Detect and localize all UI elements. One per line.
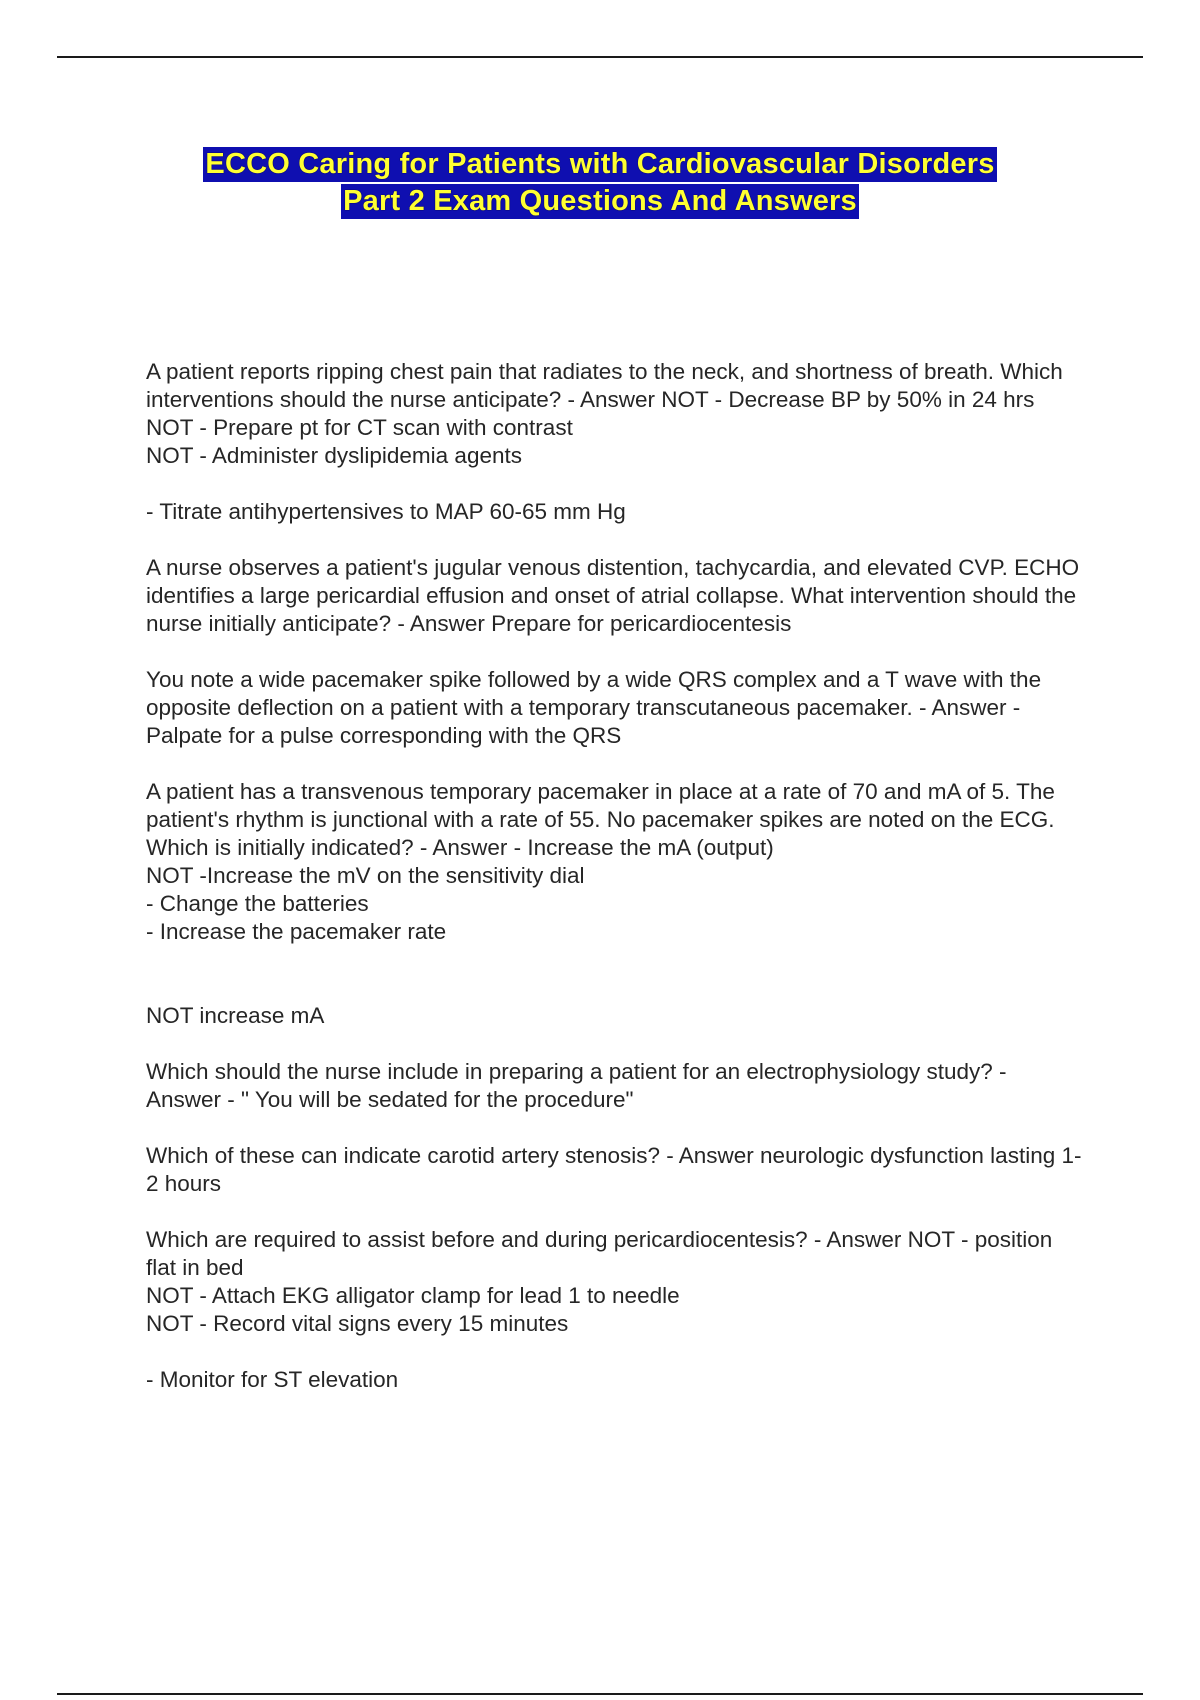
qa-block-titrate-antihypertensives: - Titrate antihypertensives to MAP 60-65 mm Hg	[146, 499, 626, 524]
footer-rule	[57, 1693, 1143, 1695]
qa-block-electrophysiology-study: Which should the nurse include in preparing a patient for an electrophysiology study? - Answer - " You will be sedated for the procedure"	[146, 1059, 1007, 1112]
header-rule	[57, 56, 1143, 58]
document-title	[60, 146, 1140, 220]
qa-block-carotid-stenosis: Which of these can indicate carotid artery stenosis? - Answer neurologic dysfunction lasting 1-2 hours	[146, 1143, 1082, 1196]
qa-block-monitor-st-elevation: - Monitor for ST elevation	[146, 1367, 399, 1392]
qa-block-transvenous-pacemaker: A patient has a transvenous temporary pacemaker in place at a rate of 70 and mA of 5. The patient's rhythm is junctional with a rate of 55. No pacemaker spikes are noted on the ECG. Which is initially indicated? - Answer - Increase the mA (output) NOT -Increase the mV on the sensitivity dial - Change the batteries - Increase the pacemaker rate	[146, 779, 1055, 944]
qa-content	[146, 358, 1086, 1422]
qa-block-pericardiocentesis: Which are required to assist before and during pericardiocentesis? - Answer NOT - position flat in bed NOT - Attach EKG alligator clamp for lead 1 to needle NOT - Record vital signs every 15 minutes	[146, 1227, 1053, 1336]
title-line-1: ECCO Caring for Patients with Cardiovascular Disorders	[205, 148, 995, 180]
qa-block-not-increase-ma: NOT increase mA	[146, 1003, 325, 1028]
qa-block-pacemaker-spike: You note a wide pacemaker spike followed by a wide QRS complex and a T wave with the opposite deflection on a patient with a temporary transcutaneous pacemaker. - Answer - Palpate for a pulse corresponding with the QRS	[146, 667, 1042, 748]
title-line-2: Part 2 Exam Questions And Answers	[343, 185, 857, 217]
qa-block-pericardial-effusion: A nurse observes a patient's jugular venous distention, tachycardia, and elevated CVP. ECHO identifies a large pericardial effusion and onset of atrial collapse. What intervention should the nurse initially anticipate? - Answer Prepare for pericardiocentesis	[146, 555, 1080, 636]
qa-block-aortic-dissection: A patient reports ripping chest pain that radiates to the neck, and shortness of breath. Which interventions should the nurse anticipate? - Answer NOT - Decrease BP by 50% in 24 hrs NOT - Prepare pt for CT scan with contrast NOT - Administer dyslipidemia agents	[146, 359, 1063, 468]
